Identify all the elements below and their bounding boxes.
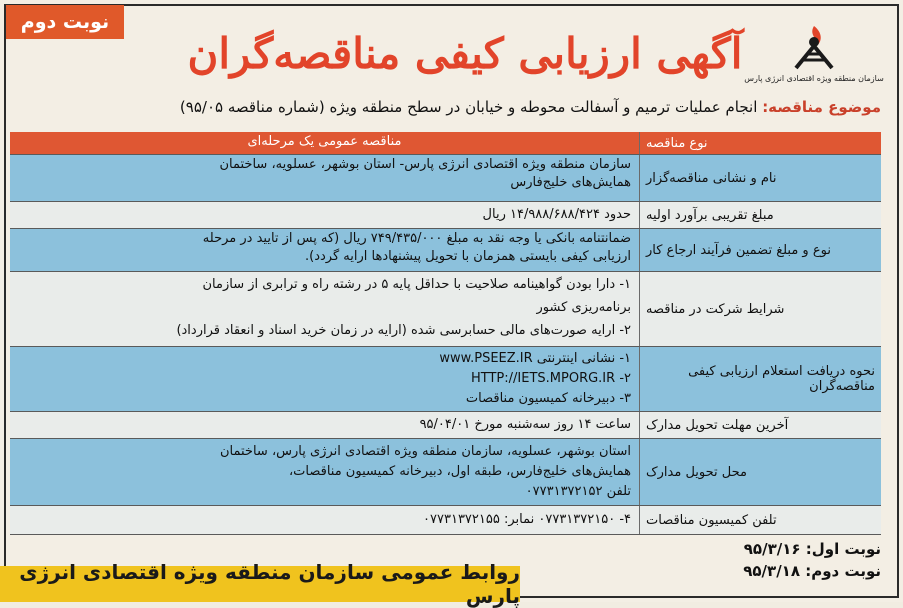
header-value: مناقصه عمومی یک مرحله‌ای (247, 134, 402, 149)
value-line: ارزیابی کیفی بایستی همزمان با تحویل پیشنهادها ارایه گردد). (305, 249, 631, 264)
value-line: ۲- ارایه صورت‌های مالی حسابرسی شده (ارایه در زمان خرید اسناد و انعقاد قرارداد) (176, 323, 631, 338)
row-label: تلفن کمیسیون مناقصات (639, 506, 881, 534)
publication-badge: نوبت دوم (6, 5, 124, 39)
row-label: نحوه دریافت استعلام ارزیابی کیفی مناقصه‌گران (639, 347, 881, 411)
value-line: ۴- ۰۷۷۳۱۳۷۲۱۵۰ نمابر: ۰۷۷۳۱۳۷۲۱۵۵ (423, 512, 631, 527)
value-line: ۱- دارا بودن گواهینامه صلاحیت با حداقل پایه ۵ در رشته راه و ترابری از سازمان (202, 277, 631, 292)
row-value (10, 506, 639, 534)
row-value (10, 439, 639, 505)
value-line: ۳- دبیرخانه کمیسیون مناقصات (465, 391, 631, 406)
table-row (10, 272, 881, 347)
second-publication-date: نوبت دوم: ۹۵/۳/۱۸ (743, 562, 881, 580)
ad-title: آگهی ارزیابی کیفی مناقصه‌گران (187, 29, 743, 78)
table-row (10, 347, 881, 412)
value-line: سازمان منطقه ویژه اقتصادی انرژی پارس- استان بوشهر، عسلویه، ساختمان (219, 157, 631, 172)
tender-table (10, 132, 881, 535)
value-line: استان بوشهر، عسلویه، سازمان منطقه ویژه اقتصادی انرژی پارس، ساختمان (219, 444, 631, 459)
iets-link[interactable]: ۲- HTTP://IETS.MPORG.IR (471, 371, 631, 386)
row-value (10, 347, 639, 411)
row-label: شرایط شرکت در مناقصه (639, 272, 881, 346)
first-publication-date: نوبت اول: ۹۵/۳/۱۶ (743, 540, 881, 558)
subject-text: انجام عملیات ترمیم و آسفالت محوطه و خیابان در سطح منطقه ویژه (شماره مناقصه ۹۵/۰۵) (179, 98, 758, 116)
table-row (10, 155, 881, 202)
value-line: حدود ۱۴/۹۸۸/۶۸۸/۴۲۴ ریال (482, 207, 631, 222)
subject-label: موضوع مناقصه: (762, 98, 881, 116)
org-name-label: سازمان منطقه ویژه اقتصادی انرژی پارس (744, 74, 884, 83)
row-label: مبلغ تقریبی برآورد اولیه (639, 202, 881, 228)
row-value (10, 202, 639, 228)
table-row (10, 506, 881, 535)
row-value (10, 412, 639, 438)
tender-subject (121, 98, 881, 116)
row-value (10, 272, 639, 346)
row-label: نوع و مبلغ تضمین فرآیند ارجاع کار (639, 229, 881, 271)
table-row (10, 229, 881, 272)
header-label: نوع مناقصه (639, 132, 881, 154)
value-line: ضمانتنامه بانکی یا وجه نقد به مبلغ ۷۴۹/۴۳۵/۰۰۰ ریال (که پس از تایید در مرحله (202, 231, 631, 246)
value-line: تلفن ۰۷۷۳۱۳۷۲۱۵۲ (525, 484, 631, 499)
table-header-row (10, 132, 881, 155)
row-label: محل تحویل مدارک (639, 439, 881, 505)
website-link[interactable]: ۱- نشانی اینترنتی www.PSEEZ.IR (439, 351, 631, 366)
org-logo (739, 22, 889, 94)
value-line: برنامه‌ریزی کشور (536, 300, 631, 315)
table-row (10, 439, 881, 506)
value-line: همایش‌های خلیج‌فارس، طبقه اول، دبیرخانه کمیسیون مناقصات، (288, 464, 631, 479)
row-label: نام و نشانی مناقصه‌گزار (639, 155, 881, 201)
value-line: همایش‌های خلیج‌فارس (510, 175, 631, 190)
footer-banner: روابط عمومی سازمان منطقه ویژه اقتصادی انرژی پارس (0, 566, 520, 602)
flame-rig-logo-icon (786, 22, 842, 72)
row-label: آخرین مهلت تحویل مدارک (639, 412, 881, 438)
row-value (10, 155, 639, 201)
table-row (10, 412, 881, 439)
table-row (10, 202, 881, 229)
value-line: ساعت ۱۴ روز سه‌شنبه مورخ ۹۵/۰۴/۰۱ (419, 417, 631, 432)
row-value (10, 229, 639, 271)
